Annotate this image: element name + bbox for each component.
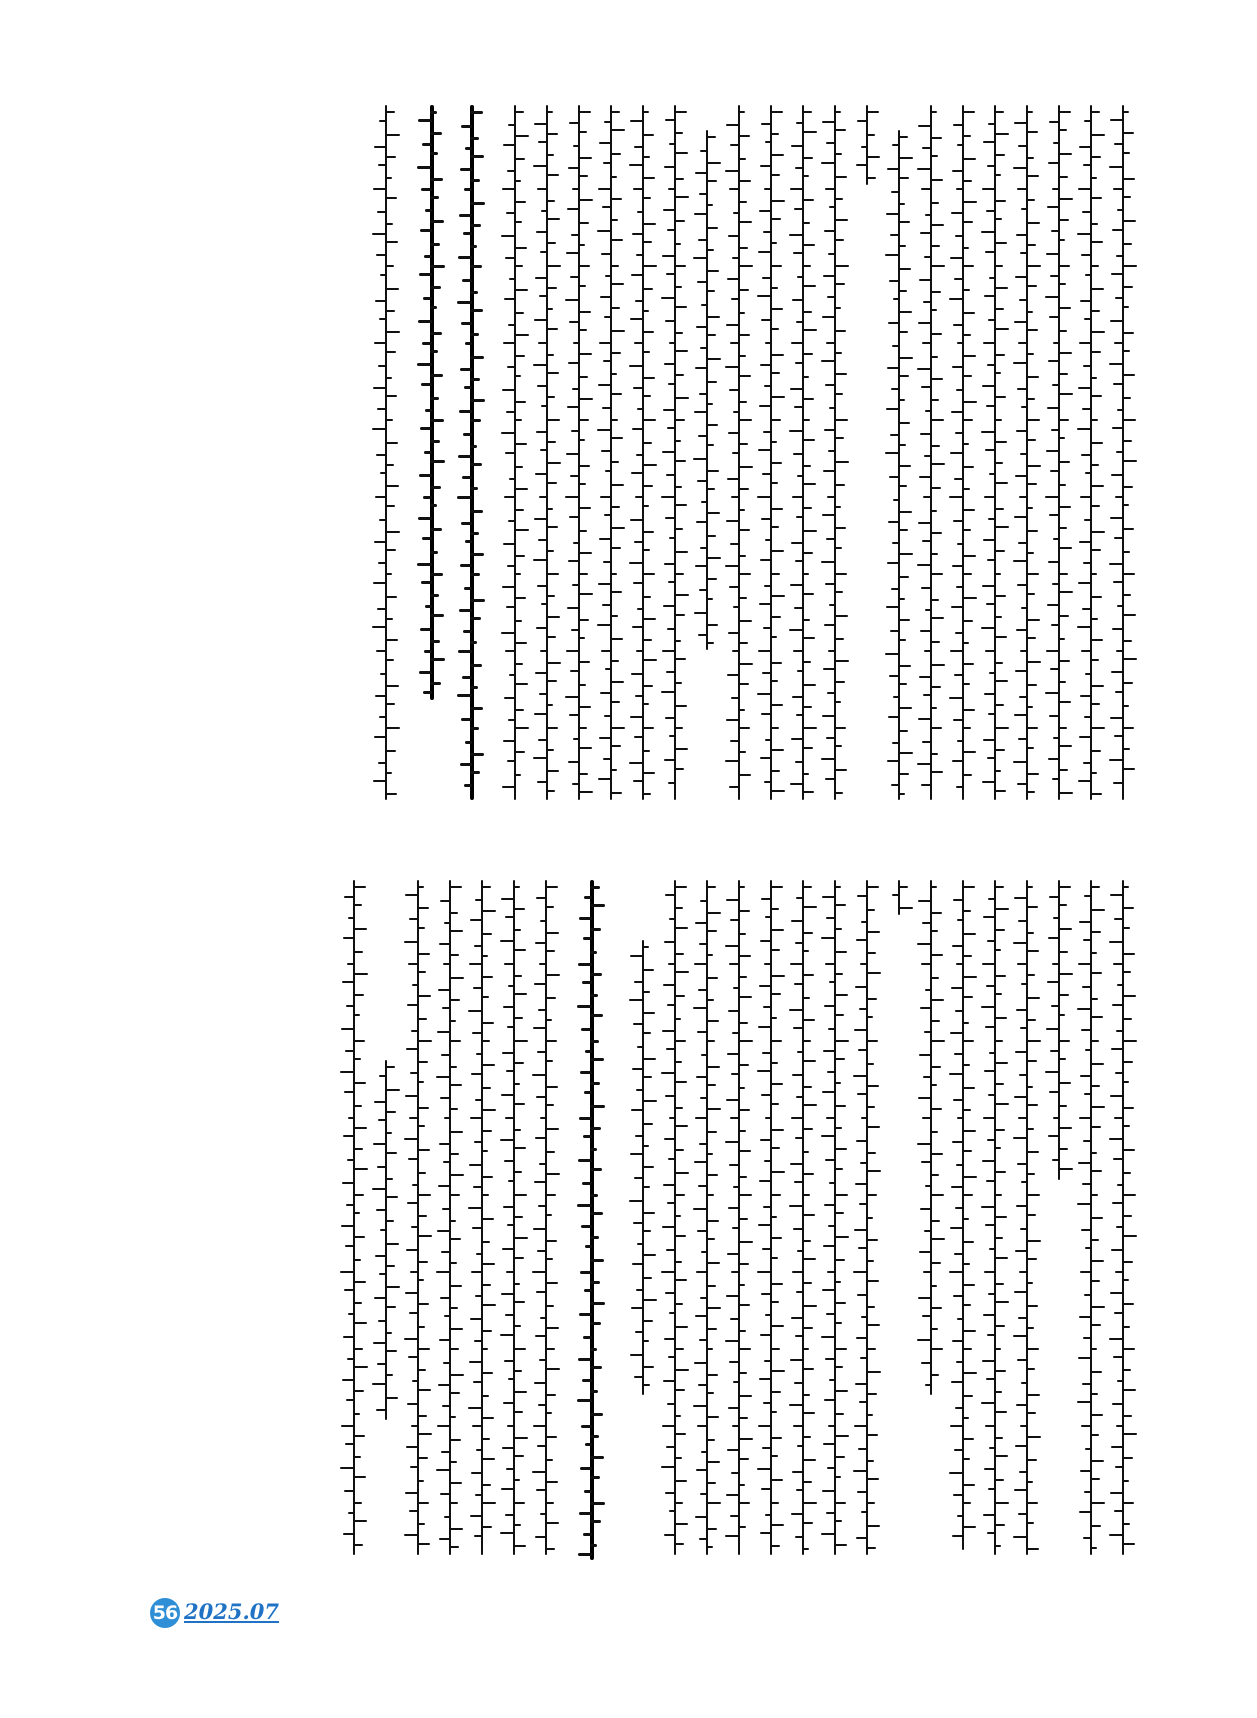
text-column [706,130,708,650]
text-column [545,880,547,1555]
text-column [930,880,932,1395]
text-column [417,880,419,1555]
page-number: 56 [150,1598,180,1628]
text-column [1058,105,1060,800]
text-column [834,105,836,800]
issue-date: 2025.07 [184,1599,279,1624]
text-column [1026,880,1028,1555]
text-column [385,1060,387,1420]
page-footer [150,1597,279,1627]
text-column [706,880,708,1555]
text-column [802,880,804,1555]
text-column [610,105,612,800]
text-column [449,880,451,1555]
text-column [866,105,868,185]
text-column [674,880,676,1555]
text-column [430,105,434,700]
text-column [1122,880,1124,1555]
